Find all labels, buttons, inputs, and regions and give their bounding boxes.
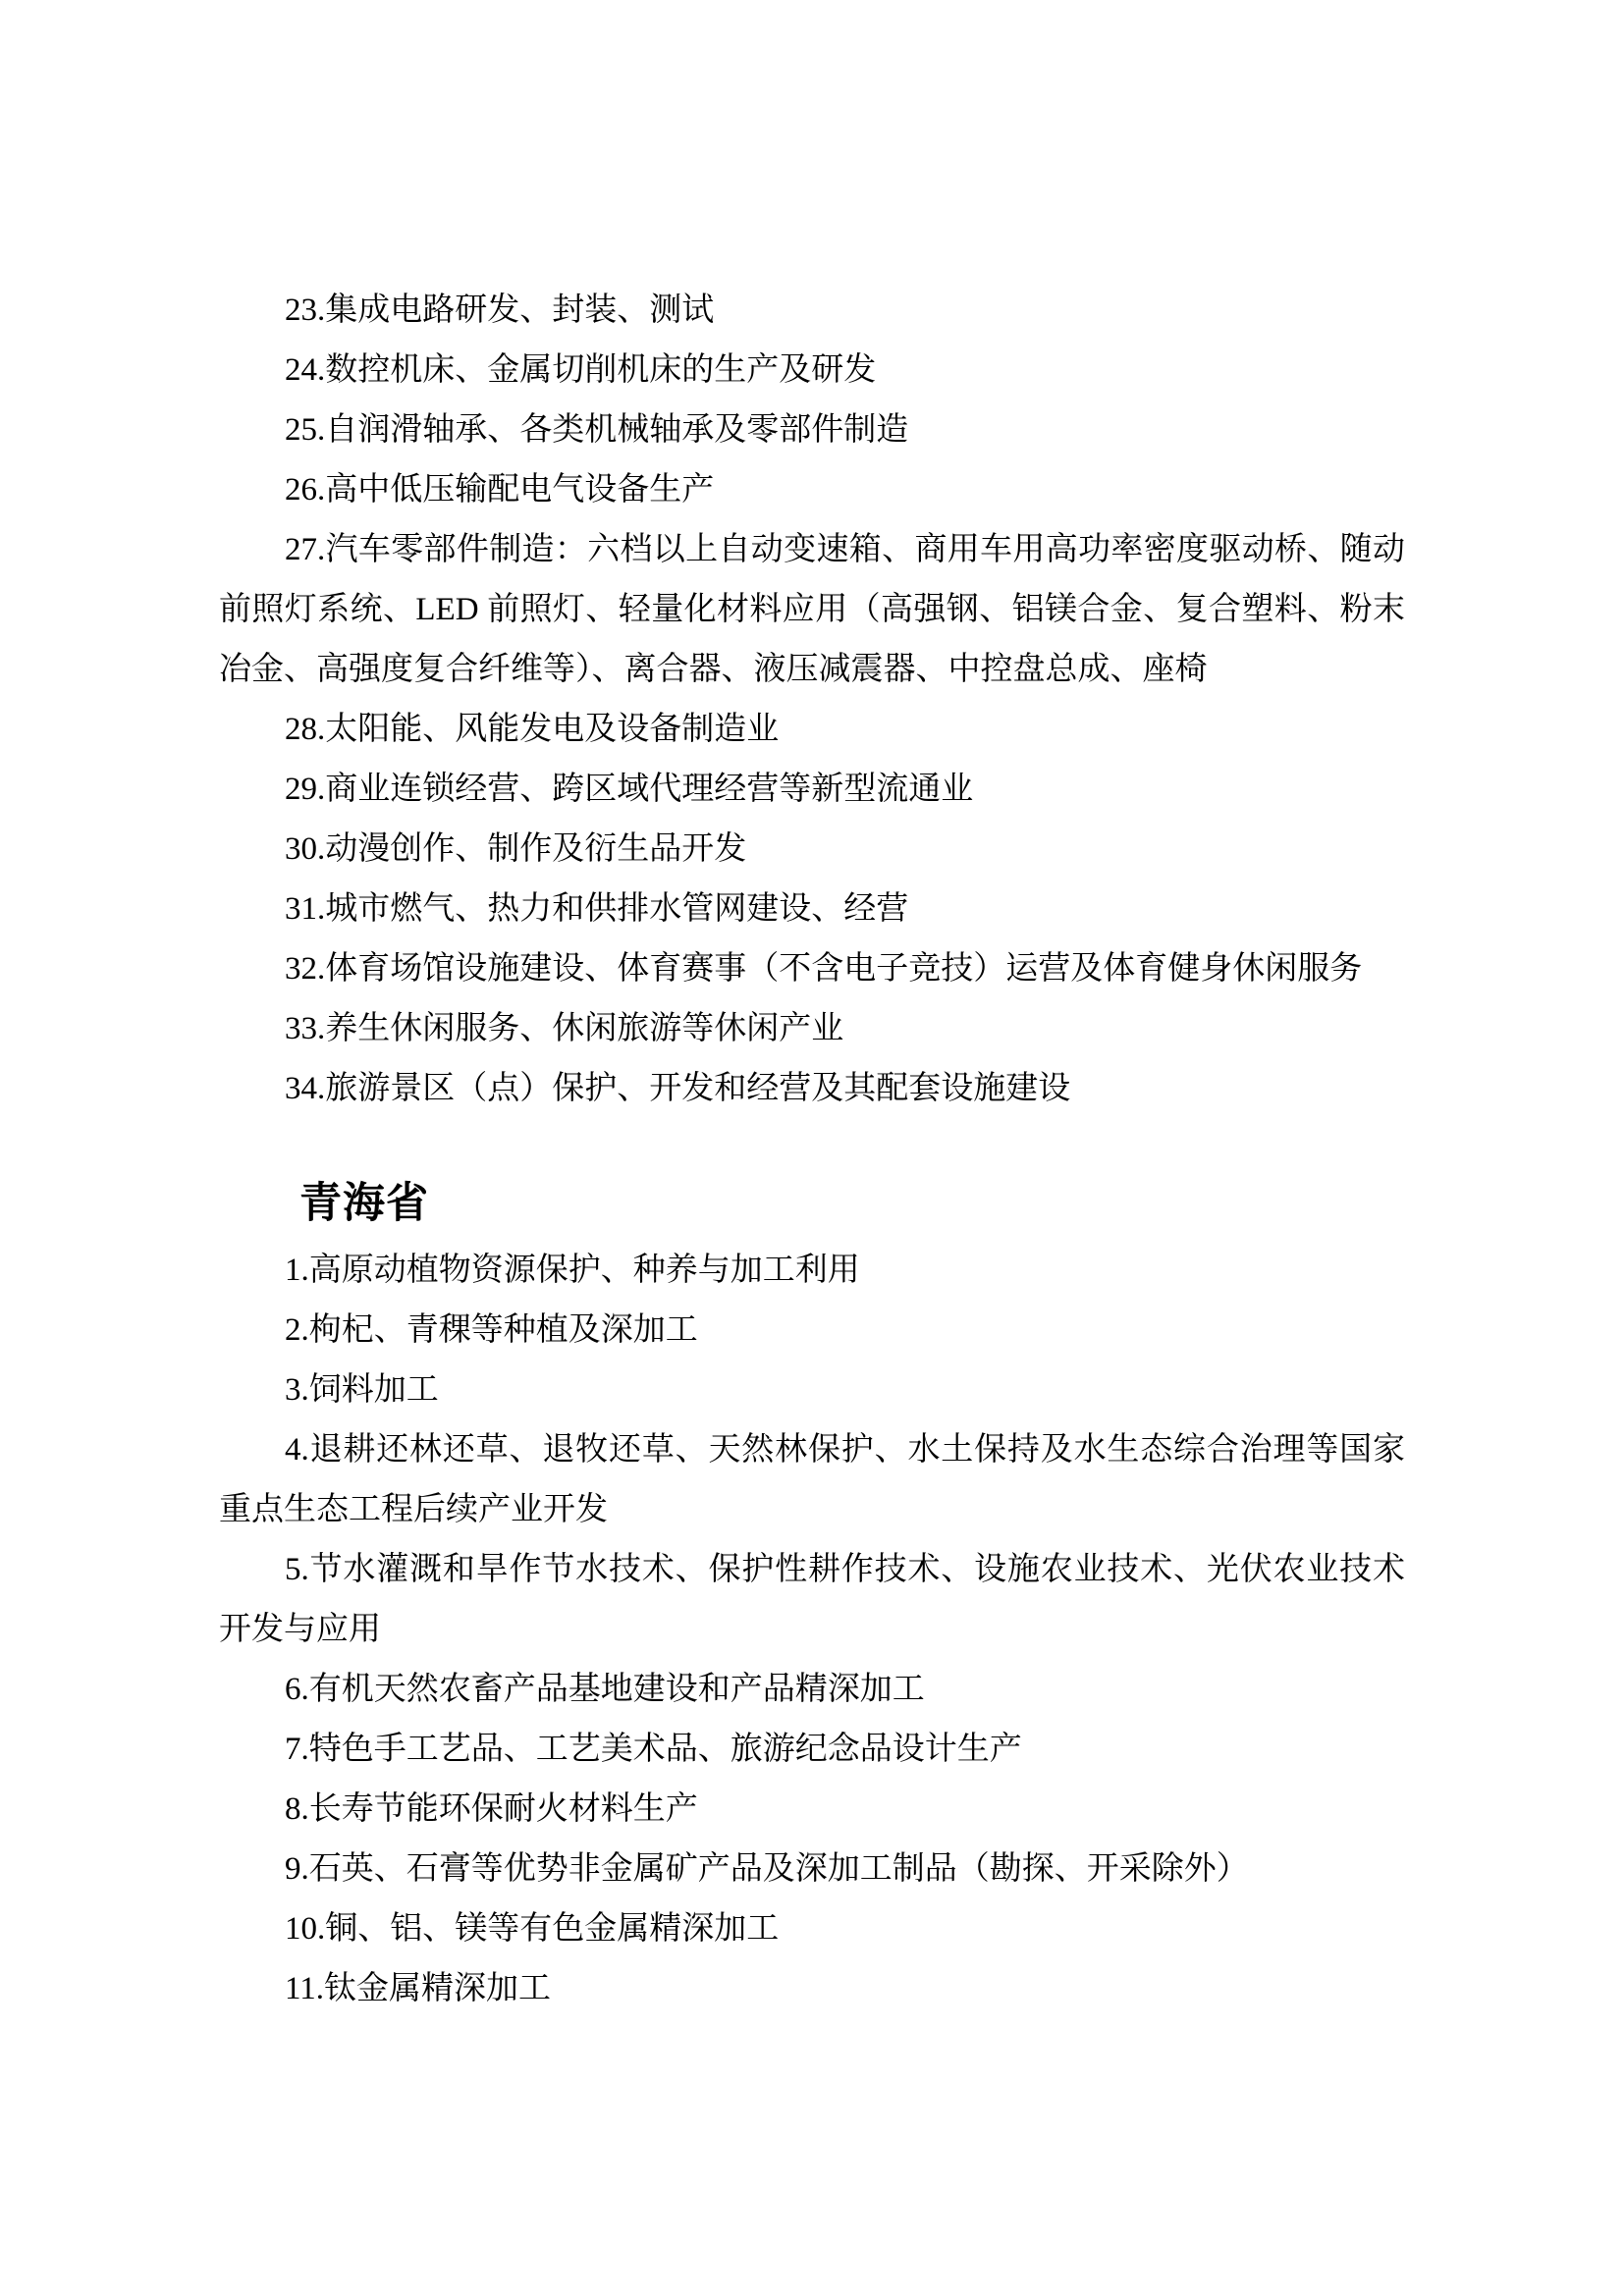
text-line: 前照灯系统、LED 前照灯、轻量化材料应用（高强钢、铝镁合金、复合塑料、粉末 bbox=[219, 592, 1405, 627]
text-line: 33.养生休闲服务、休闲旅游等休闲产业 bbox=[285, 1011, 844, 1046]
text-line: 29.商业连锁经营、跨区域代理经营等新型流通业 bbox=[285, 772, 974, 807]
list-item bbox=[219, 460, 1405, 520]
list-item bbox=[219, 1720, 1405, 1780]
list-item bbox=[219, 1420, 1405, 1540]
list-item bbox=[219, 1660, 1405, 1720]
list-item bbox=[219, 760, 1405, 820]
industry-list-qinghai bbox=[219, 1241, 1405, 2019]
text-line: 23.集成电路研发、封装、测试 bbox=[285, 293, 715, 328]
text-line: 30.动漫创作、制作及衍生品开发 bbox=[285, 831, 747, 867]
industry-list-continuation bbox=[219, 281, 1405, 1119]
text-line: 3.饲料加工 bbox=[285, 1372, 439, 1408]
text-line: 26.高中低压输配电气设备生产 bbox=[285, 472, 715, 507]
text-line: 32.体育场馆设施建设、体育赛事（不含电子竞技）运营及体育健身休闲服务 bbox=[285, 951, 1363, 987]
list-item bbox=[219, 1059, 1405, 1119]
province-heading: 青海省 bbox=[299, 1180, 429, 1227]
text-line: 34.旅游景区（点）保护、开发和经营及其配套设施建设 bbox=[285, 1071, 1071, 1106]
document-content bbox=[219, 281, 1405, 2019]
list-item bbox=[219, 1361, 1405, 1420]
text-line: 开发与应用 bbox=[219, 1612, 381, 1647]
text-line: 10.铜、铝、镁等有色金属精深加工 bbox=[285, 1911, 780, 1947]
text-line: 1.高原动植物资源保护、种养与加工利用 bbox=[285, 1253, 860, 1288]
text-line: 4.退耕还林还草、退牧还草、天然林保护、水土保持及水生态综合治理等国家 bbox=[285, 1432, 1405, 1468]
text-line: 重点生态工程后续产业开发 bbox=[219, 1492, 608, 1527]
text-line: 25.自润滑轴承、各类机械轴承及零部件制造 bbox=[285, 412, 909, 448]
list-item bbox=[219, 400, 1405, 460]
text-line: 7.特色手工艺品、工艺美术品、旅游纪念品设计生产 bbox=[285, 1732, 1022, 1767]
list-item bbox=[219, 1780, 1405, 1840]
list-item bbox=[219, 520, 1405, 700]
text-line: 27.汽车零部件制造：六档以上自动变速箱、商用车用高功率密度驱动桥、随动 bbox=[285, 532, 1405, 567]
list-item bbox=[219, 1899, 1405, 1959]
text-line: 8.长寿节能环保耐火材料生产 bbox=[285, 1791, 698, 1827]
list-item bbox=[219, 281, 1405, 341]
list-item bbox=[219, 1840, 1405, 1899]
list-item bbox=[219, 820, 1405, 880]
list-item bbox=[219, 1540, 1405, 1660]
text-line: 6.有机天然农畜产品基地建设和产品精深加工 bbox=[285, 1672, 925, 1707]
list-item bbox=[219, 880, 1405, 939]
list-item bbox=[219, 341, 1405, 400]
list-item bbox=[219, 700, 1405, 760]
text-line: 24.数控机床、金属切削机床的生产及研发 bbox=[285, 352, 877, 388]
text-line: 31.城市燃气、热力和供排水管网建设、经营 bbox=[285, 891, 909, 927]
text-line: 11.钛金属精深加工 bbox=[285, 1971, 552, 2006]
text-line: 28.太阳能、风能发电及设备制造业 bbox=[285, 712, 780, 747]
text-line: 5.节水灌溉和旱作节水技术、保护性耕作技术、设施农业技术、光伏农业技术 bbox=[285, 1552, 1405, 1587]
text-line: 冶金、高强度复合纤维等）、离合器、液压减震器、中控盘总成、座椅 bbox=[219, 652, 1208, 687]
list-item bbox=[219, 939, 1405, 999]
text-line: 9.石英、石膏等优势非金属矿产品及深加工制品（勘探、开采除外） bbox=[285, 1851, 1249, 1887]
list-item bbox=[219, 1959, 1405, 2019]
list-item bbox=[219, 999, 1405, 1059]
list-item bbox=[219, 1241, 1405, 1301]
list-item bbox=[219, 1301, 1405, 1361]
text-line: 2.枸杞、青稞等种植及深加工 bbox=[285, 1312, 698, 1348]
